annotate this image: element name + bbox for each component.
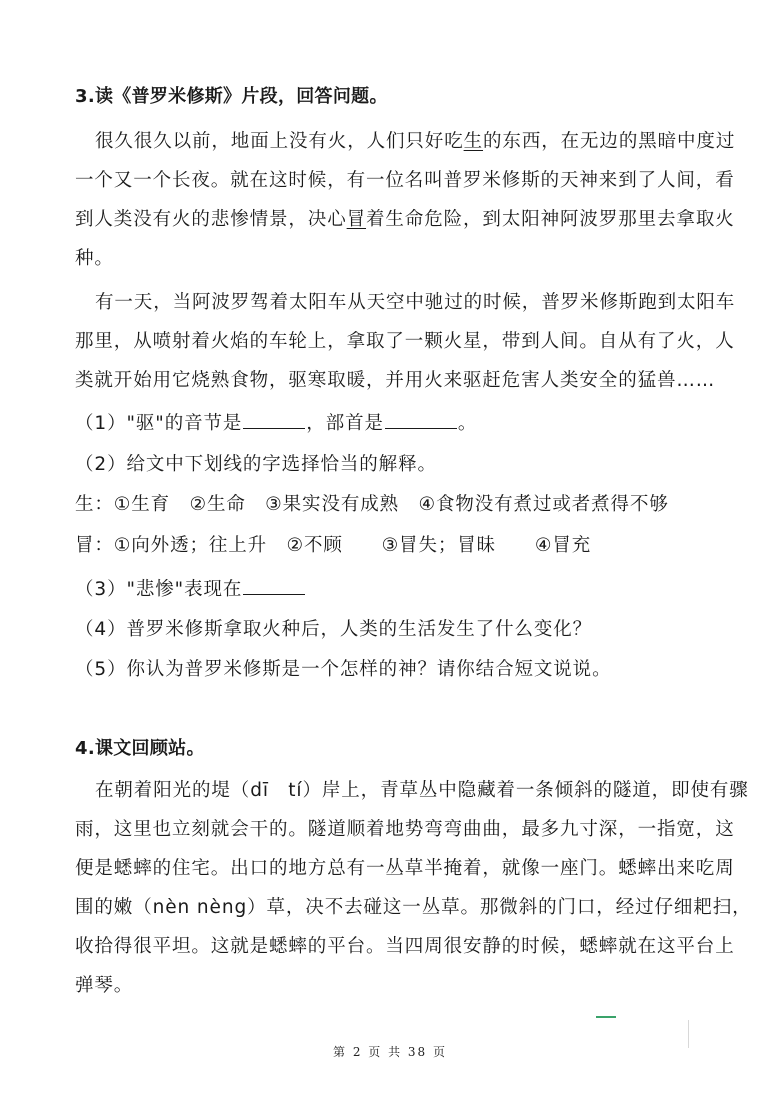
options-mao: 冒：①向外透；往上升 ②不顾 ③冒失；冒昧 ④冒充 xyxy=(75,535,592,556)
underlined-char-sheng: 生 xyxy=(463,131,484,152)
passage-line: 在朝着阳光的堤（dī tí）岸上，青草丛中隐藏着一条倾斜的隧道，即使有骤 xyxy=(95,780,749,801)
passage-line: 一个又一个长夜。就在这时候，有一位名叫普罗米修斯的天神来到了人间，看 xyxy=(75,170,735,191)
passage-line: 到人类没有火的悲惨情景，决心冒着生命危险，到太阳神阿波罗那里去拿取火 xyxy=(75,209,735,230)
question-3-title: 3.读《普罗米修斯》片段，回答问题。 xyxy=(75,86,388,107)
passage-line: 弹琴。 xyxy=(75,975,134,996)
answer-blank[interactable] xyxy=(243,576,305,595)
sub-question-1: （1）"驱"的音节是 ，部首是 。 xyxy=(75,410,715,437)
passage-line: 有一天，当阿波罗驾着太阳车从天空中驰过的时候，普罗米修斯跑到太阳车 xyxy=(95,292,736,313)
answer-blank[interactable] xyxy=(243,410,305,429)
page-number-footer: 第 2 页 共 38 页 xyxy=(333,1045,447,1059)
passage-line: 收拾得很平坦。这就是蟋蟀的平台。当四周很安静的时候，蟋蟀就在这平台上 xyxy=(75,936,735,957)
sub-question-3: （3）"悲惨"表现在 xyxy=(75,576,715,603)
answer-blank[interactable] xyxy=(385,410,457,429)
passage-line: 雨，这里也立刻就会干的。隧道顺着地势弯弯曲曲，最多九寸深，一指宽，这 xyxy=(75,819,735,840)
options-sheng: 生：①生育 ②生命 ③果实没有成熟 ④食物没有煮过或者煮得不够 xyxy=(75,494,669,515)
underlined-char-mao: 冒 xyxy=(346,209,367,230)
sub-question-5: （5）你认为普罗米修斯是一个怎样的神？请你结合短文说说。 xyxy=(75,659,612,680)
passage-line: 那里，从喷射着火焰的车轮上，拿取了一颗火星，带到人间。自从有了火，人 xyxy=(75,331,735,352)
passage-line: 很久很久以前，地面上没有火，人们只好吃生的东西，在无边的黑暗中度过 xyxy=(95,131,736,152)
sub-question-2: （2）给文中下划线的字选择恰当的解释。 xyxy=(75,454,437,475)
sub-question-4: （4）普罗米修斯拿取火种后，人类的生活发生了什么变化？ xyxy=(75,619,593,640)
passage-line: 种。 xyxy=(75,248,114,269)
passage-line: 类就开始用它烧熟食物，驱寒取暖，并用火来驱赶危害人类安全的猛兽…… xyxy=(75,370,716,391)
passage-line: 便是蟋蟀的住宅。出口的地方总有一丛草半掩着，就像一座门。蟋蟀出来吃周 xyxy=(75,858,735,879)
question-4-title: 4.课文回顾站。 xyxy=(75,738,205,759)
passage-line: 围的嫩（nèn nèng）草，决不去碰这一丛草。那微斜的门口，经过仔细耙扫， xyxy=(75,897,752,918)
decorative-dash xyxy=(596,1016,616,1018)
